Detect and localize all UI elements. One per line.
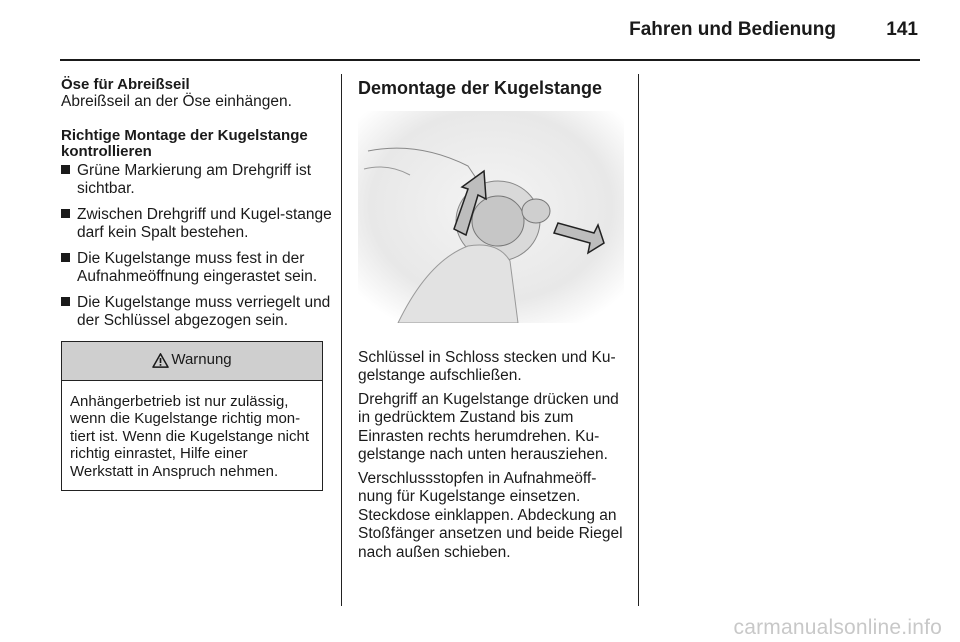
square-bullet-icon xyxy=(61,253,70,262)
right-column xyxy=(358,77,626,567)
page-header xyxy=(60,0,920,60)
square-bullet-icon xyxy=(61,297,70,306)
left-column xyxy=(61,77,333,491)
running-title: Fahren und Bedienung xyxy=(629,19,836,40)
column-divider-1 xyxy=(341,74,342,606)
section-heading-check-mounting: Richtige Montage der Kugelstange kontrollieren xyxy=(61,126,308,160)
section-heading-removal: Demontage der Kugelstange xyxy=(358,78,603,98)
list-item: Grüne Markierung am Drehgriff ist sichtbar. xyxy=(61,162,333,199)
warning-title: Warnung xyxy=(171,351,232,369)
warning-triangle-icon xyxy=(152,353,169,368)
watermark: carmanualsonline.info xyxy=(733,616,942,639)
page-number: 141 xyxy=(886,19,918,40)
removal-step-2: Drehgriff an Kugelstange drücken und in gedrücktem Zustand bis zum Einrasten rechts herumdrehen. Ku-gelstange nach unten herausziehen. xyxy=(358,390,619,463)
list-item: Die Kugelstange muss fest in der Aufnahmeöffnung eingerastet sein. xyxy=(61,250,333,287)
warning-text: Anhängerbetrieb ist nur zulässig, wenn die Kugelstange richtig mon-tiert ist. Wenn die Kugelstange nicht richtig einrastet, Hilfe einer Werkstatt in Anspruch nehmen. xyxy=(70,392,310,480)
check-list xyxy=(61,162,333,331)
section-heading-tow-eye: Öse für Abreißseil xyxy=(61,76,190,93)
warning-header xyxy=(62,342,322,381)
square-bullet-icon xyxy=(61,209,70,218)
square-bullet-icon xyxy=(61,165,70,174)
tow-bar-removal-illustration xyxy=(358,111,624,323)
column-divider-2 xyxy=(638,74,639,606)
list-item: Die Kugelstange muss verriegelt und der Schlüssel abgezogen sein. xyxy=(61,294,333,331)
removal-step-1: Schlüssel in Schloss stecken und Ku-gelstange aufschließen. xyxy=(358,348,616,384)
header-rule xyxy=(60,59,920,61)
list-item: Zwischen Drehgriff und Kugel-stange darf kein Spalt bestehen. xyxy=(61,206,333,243)
warning-box xyxy=(61,341,323,492)
removal-step-3: Verschlussstopfen in Aufnahmeöff-nung für Kugelstange einsetzen. Steckdose einklappen. Abdeckung an Stoßfänger ansetzen und beide Riegel nach außen schieben. xyxy=(358,469,623,561)
tow-eye-text: Abreißseil an der Öse einhängen. xyxy=(61,93,292,110)
